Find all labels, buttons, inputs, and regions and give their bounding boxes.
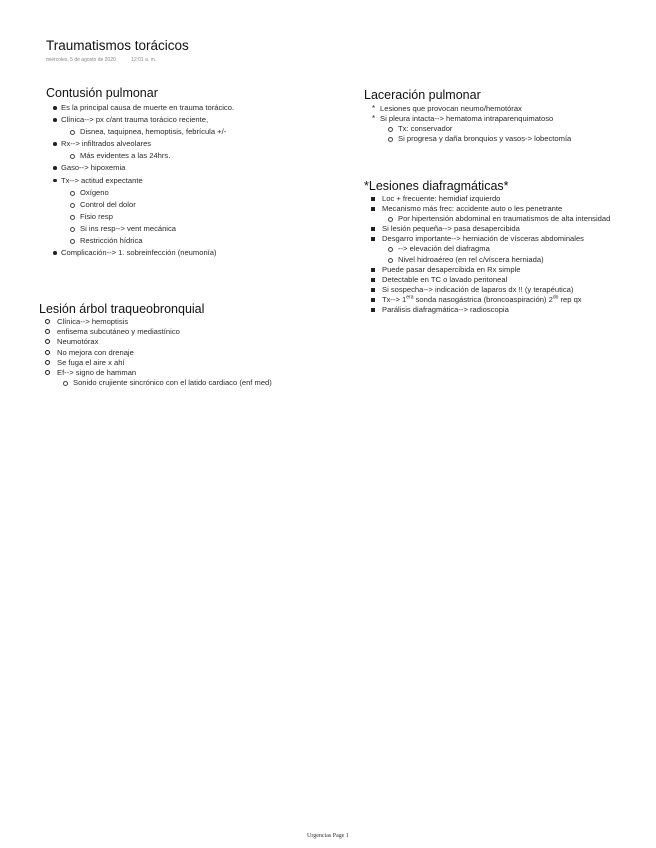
bullet-circle-icon xyxy=(70,154,75,159)
list-item: Clínica--> hemoptisis xyxy=(39,317,272,327)
bullet-square-icon xyxy=(371,268,375,272)
bullet-circle-icon xyxy=(388,258,393,263)
list-item: Si lesión pequeña--> pasa desapercibida xyxy=(364,224,610,234)
list-item: Se fuga el aire x ahí xyxy=(39,358,272,368)
list-item: Neumotórax xyxy=(39,337,272,347)
bullet-circle-icon xyxy=(70,227,75,232)
bullet-asterisk-icon: * xyxy=(372,114,376,123)
page-time: 12:01 a. m. xyxy=(131,57,157,63)
section-arbol xyxy=(39,302,272,388)
list-item: Rx--> infiltrados alveolares xyxy=(46,138,234,150)
bullet-square-icon xyxy=(371,227,375,231)
bullet-circle-icon xyxy=(70,239,75,244)
list-item: Disnea, taquipnea, hemoptisis, febrícula +/- xyxy=(46,126,234,138)
list-item: No mejora con drenaje xyxy=(39,348,272,358)
bullet-asterisk-icon: * xyxy=(372,104,376,113)
list-item: Fisio resp xyxy=(46,211,234,223)
bullet-ring-icon xyxy=(45,339,50,344)
list-item: Tx: conservador xyxy=(364,124,571,134)
diafragma-list xyxy=(364,194,610,315)
list-item: Más evidentes a las 24hrs. xyxy=(46,150,234,162)
bullet-dot-icon xyxy=(53,251,57,255)
list-item: --> elevación del diafragma xyxy=(364,244,610,254)
list-item: Loc + frecuente: hemidiaf izquierdo xyxy=(364,194,610,204)
list-item: enfisema subcutáneo y mediastínico xyxy=(39,327,272,337)
bullet-square-icon xyxy=(371,237,375,241)
list-item: Desgarro importante--> herniación de vísceras abdominales xyxy=(364,234,610,244)
list-item: Complicación--> 1. sobreinfección (neumonía) xyxy=(46,247,234,259)
bullet-square-icon xyxy=(371,278,375,282)
section-contusion xyxy=(46,86,234,259)
list-item: Nivel hidroaéreo (en rel c/víscera herniada) xyxy=(364,255,610,265)
section-heading-contusion: Contusión pulmonar xyxy=(46,86,158,100)
bullet-circle-icon xyxy=(388,137,393,142)
bullet-circle-icon xyxy=(70,203,75,208)
bullet-circle-icon xyxy=(388,127,393,132)
bullet-square-icon xyxy=(371,207,375,211)
list-item: Por hipertensión abdominal en traumatismos de alta intensidad xyxy=(364,214,610,224)
list-item: * Lesiones que provocan neumo/hemotórax xyxy=(372,104,522,113)
bullet-ring-icon xyxy=(45,319,50,324)
bullet-ring-icon xyxy=(45,360,50,365)
bullet-square-icon xyxy=(371,308,375,312)
bullet-circle-icon xyxy=(70,130,75,135)
bullet-circle-icon xyxy=(63,381,68,386)
bullet-dot-icon xyxy=(53,142,57,146)
list-item: Oxígeno xyxy=(46,187,234,199)
bullet-square-icon xyxy=(371,298,375,302)
bullet-ring-icon xyxy=(45,329,50,334)
bullet-circle-icon xyxy=(388,247,393,252)
list-item: Restricción hídrica xyxy=(46,235,234,247)
list-item: Si progresa y daña bronquios y vasos-> lobectomía xyxy=(364,134,571,144)
list-item: Clínica--> px c/ant trauma torácico reciente, xyxy=(46,114,234,126)
list-item: Si ins resp--> vent mecánica xyxy=(46,223,234,235)
list-item: Tx--> actitud expectante xyxy=(46,175,234,187)
bullet-dot-icon xyxy=(53,179,57,183)
list-item: Control del dolor xyxy=(46,199,234,211)
bullet-circle-icon xyxy=(70,215,75,220)
list-item: Puede pasar desapercibida en Rx simple xyxy=(364,265,610,275)
bullet-dot-icon xyxy=(53,166,57,170)
page-meta xyxy=(46,57,170,63)
list-item: Gaso--> hipoxemia xyxy=(46,162,234,174)
list-item: Sonido crujiente sincrónico con el latido cardiaco (enf med) xyxy=(39,378,272,388)
list-item: Si sospecha--> indicación de laparos dx !! (y terapéutica) xyxy=(364,285,610,295)
list-item: * Si pleura intacta--> hematoma intraparenquimatoso xyxy=(372,114,554,123)
list-item: Mecanismo más frec: accidente auto o les penetrante xyxy=(364,204,610,214)
section-heading-diafragma: *Lesiones diafragmáticas* xyxy=(364,179,509,193)
list-item: $Tx--> 1^{era}$ sonda nasogástrica (broncoaspiración) $2^{do}$ rep qx xyxy=(364,295,610,305)
section-heading-laceracion: Laceración pulmonar xyxy=(364,88,481,102)
list-item: Detectable en TC o lavado peritoneal xyxy=(364,275,610,285)
arbol-list xyxy=(39,317,272,388)
page-footer: Urgencias Page 1 xyxy=(307,833,349,839)
list-item: Es la principal causa de muerte en trauma torácico. xyxy=(46,102,234,114)
bullet-ring-icon xyxy=(45,350,50,355)
section-heading-arbol: Lesión árbol traqueobronquial xyxy=(39,302,205,316)
section-diafragma xyxy=(364,179,610,315)
bullet-circle-icon xyxy=(70,191,75,196)
bullet-ring-icon xyxy=(45,370,50,375)
bullet-dot-icon xyxy=(53,118,57,122)
list-item: Parálisis diafragmática--> radioscopia xyxy=(364,305,610,315)
bullet-circle-icon xyxy=(388,217,393,222)
list-item: Ef--> signo de hamman xyxy=(39,368,272,378)
page-title: Traumatismos torácicos xyxy=(46,38,189,53)
bullet-square-icon xyxy=(371,288,375,292)
laceracion-list xyxy=(364,104,571,144)
bullet-square-icon xyxy=(371,197,375,201)
section-laceracion xyxy=(364,88,571,144)
page-date: miércoles, 5 de agosto de 2020 xyxy=(46,57,116,63)
bullet-dot-icon xyxy=(53,106,57,110)
contusion-list xyxy=(46,102,234,259)
